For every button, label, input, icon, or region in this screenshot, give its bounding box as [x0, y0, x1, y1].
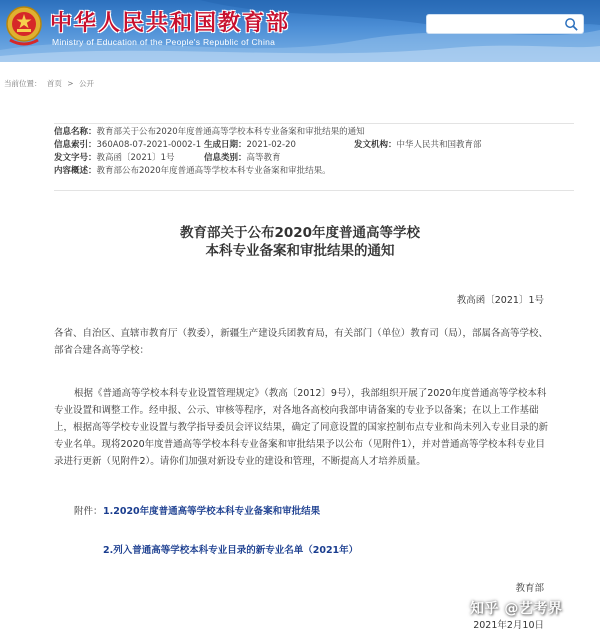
site-subtitle: Ministry of Education of the People's Republic of China [52, 37, 276, 47]
document-body: 根据《普通高等学校本科专业设置管理规定》（教高〔2012〕9号），我部组织开展了2020年度普通高等学校本科专业设置和调整工作。经申报、公示、审核等程序，对各地各高校向我部申请备案的专业予以备案；在以上工作基础上，根据高等学校专业设置与教学指导委员会评议结果，确定了同意设置的国家控制布点专业和尚未列入专业目录的新专业名单。现将2020年度普通高等学校本科专业备案和审批结果予以公布（见附件1），并对普通高等学校本科专业目录进行更新（见附件2）。请你们加强对新设专业的建设和管理，不断提高人才培养质量。 [54, 388, 549, 467]
signature-date: 2021年2月10日 [473, 620, 544, 631]
meta-date-label: 生成日期： [204, 140, 247, 150]
meta-org-cell [354, 139, 482, 152]
search-box [426, 14, 584, 34]
meta-org-value: 中华人民共和国教育部 [396, 140, 482, 150]
breadcrumb-item-public[interactable]: 公开 [78, 79, 94, 88]
meta-index-label: 信息索引： [54, 140, 97, 150]
breadcrumb-separator: > [67, 79, 74, 88]
meta-row-docno [54, 152, 574, 165]
document-metadata [54, 126, 574, 178]
attachments-label: 附件： [74, 506, 103, 517]
zhihu-watermark: 知乎 @艺考界 [470, 601, 563, 617]
meta-name-label: 信息名称： [54, 127, 97, 137]
search-input[interactable] [427, 19, 547, 37]
meta-top-divider [54, 123, 574, 124]
document-number: 教高函〔2021〕1号 [456, 295, 544, 306]
meta-category-label: 信息类别： [204, 153, 247, 163]
site-title: 中华人民共和国教育部 [50, 11, 291, 36]
breadcrumb-prefix: 当前位置： [4, 79, 42, 88]
signature-organization: 教育部 [515, 583, 544, 594]
attachment-link-2[interactable]: 2.列入普通高等学校本科专业目录的新专业名单（2021年） [103, 545, 359, 556]
breadcrumb-item-home[interactable]: 首页 [46, 79, 62, 88]
meta-row-summary [54, 165, 574, 178]
meta-docno-label: 发文字号： [54, 153, 97, 163]
meta-date-cell [204, 139, 296, 152]
document-addressee: 各省、自治区、直辖市教育厅（教委），新疆生产建设兵团教育局，有关部门（单位）教育司（局），部属各高等学校、部省合建各高等学校： [54, 328, 549, 356]
national-emblem-icon [4, 4, 44, 48]
meta-category-cell [204, 152, 281, 165]
site-header [0, 0, 600, 62]
attachment-link-1[interactable]: 1.2020年度普通高等学校本科专业备案和审批结果 [103, 506, 321, 517]
meta-org-label: 发文机构： [354, 140, 397, 150]
meta-index-value: 360A08-07-2021-0002-1 [96, 140, 202, 150]
meta-row-index [54, 139, 574, 152]
document-title [0, 224, 600, 260]
meta-bottom-divider [54, 190, 574, 191]
meta-row-name [54, 126, 574, 139]
meta-date-value: 2021-02-20 [246, 140, 296, 150]
breadcrumb [0, 78, 600, 90]
meta-summary-value: 教育部公布2020年度普通高等学校本科专业备案和审批结果。 [96, 166, 331, 176]
meta-summary-label: 内容概述： [54, 166, 97, 176]
search-icon[interactable] [564, 17, 579, 32]
meta-category-value: 高等教育 [246, 153, 281, 163]
document-title-line2: 本科专业备案和审批结果的通知 [205, 243, 395, 259]
meta-docno-value: 教高函〔2021〕1号 [96, 153, 175, 163]
document-title-line1: 教育部关于公布2020年度普通高等学校 [179, 225, 421, 241]
meta-name-value: 教育部关于公布2020年度普通高等学校本科专业备案和审批结果的通知 [96, 127, 365, 137]
